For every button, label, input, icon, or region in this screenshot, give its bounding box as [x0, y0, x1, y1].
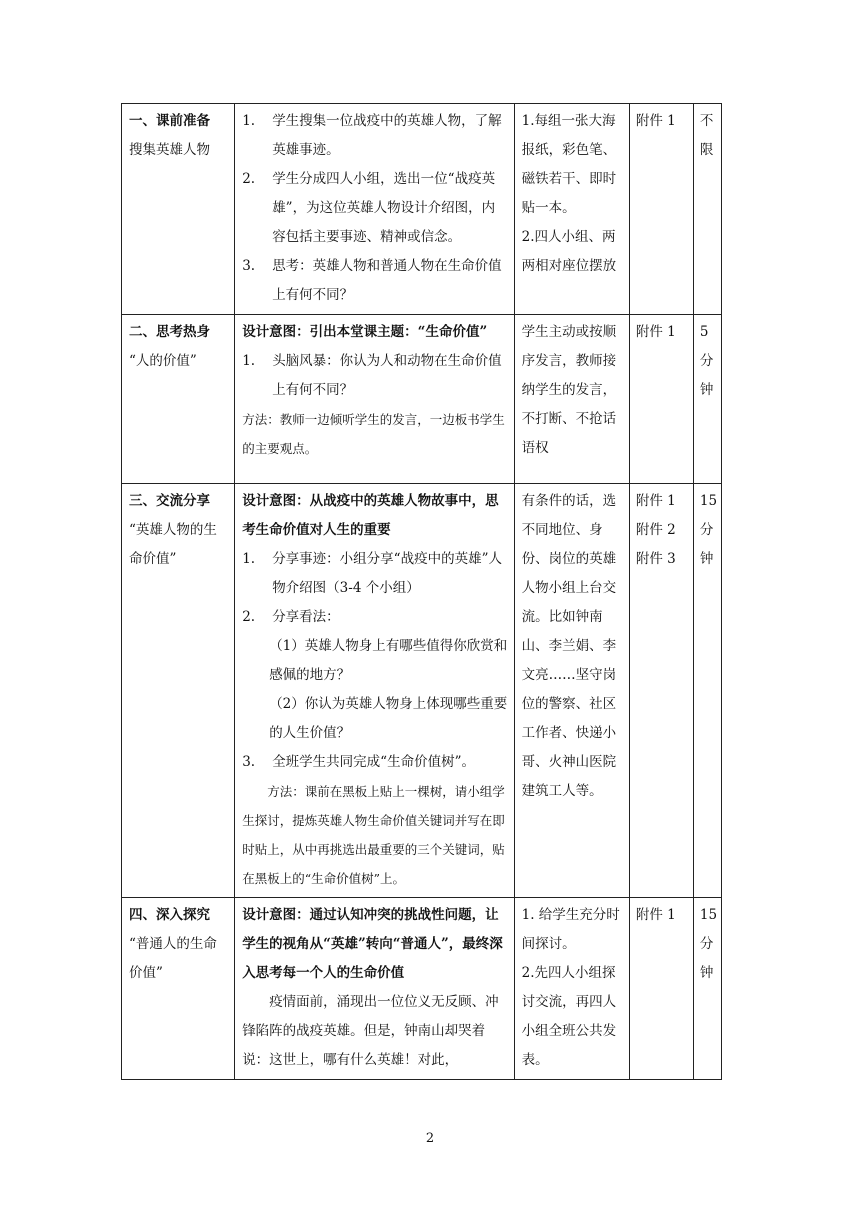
list-item: 2. 学生分成四人小组，选出一位“战疫英雄”，为这位英雄人物设计介绍图，内容包括主要事迹、精神或信念。: [242, 171, 496, 245]
content-cell: [235, 898, 514, 1080]
attachment-label: 附件 1: [635, 113, 676, 129]
sub-question: （1）英雄人物身上有哪些值得你欣赏和感佩的地方？: [269, 638, 508, 683]
time-cell: 15分钟: [693, 484, 721, 898]
method-text: 方法：课前在黑板上贴上一棵树，请小组学生探讨，提炼英雄人物生命价值关键词并写在即时贴上，从中再挑选出最重要的三个关键词，贴在黑板上的“生命价值树”上。: [242, 784, 505, 886]
stage-title: 二、思考热身: [129, 324, 210, 340]
time-cell: 5分钟: [693, 315, 721, 484]
time-cell: 15分钟: [693, 898, 721, 1080]
design-intent: 设计意图：引出本堂课主题：“生命价值”: [242, 324, 488, 340]
stage-title: 四、深入探究: [129, 907, 210, 923]
list-item: 3. 思考：英雄人物和普通人物在生命价值上有何不同？: [242, 258, 502, 303]
content-cell: [235, 315, 514, 484]
design-intent: 设计意图：通过认知冲突的挑战性问题，让学生的视角从“英雄”转向“普通人”，最终深入思考每一个人的生命价值: [242, 907, 503, 981]
attachment-label: 附件 1: [635, 907, 676, 923]
stage-activity: “人的价值”: [129, 353, 197, 369]
stage-title: 一、课前准备: [129, 113, 210, 129]
stage-cell: [122, 484, 235, 898]
attachment-cell: [629, 315, 693, 484]
list-item: 1. 头脑风暴：你认为人和动物在生命价值上有何不同？: [242, 353, 502, 398]
note-text: 2.四人小组、两两相对座位摆放: [521, 229, 617, 274]
attachment-cell: [629, 104, 693, 315]
attachment-label: 附件 1: [635, 324, 676, 340]
list-item: 3. 全班学生共同完成“生命价值树”。: [242, 754, 475, 770]
method-text: 方法：教师一边倾听学生的发言，一边板书学生的主要观点。: [242, 412, 505, 456]
design-intent: 设计意图：从战疫中的英雄人物故事中，思考生命价值对人生的重要: [242, 493, 499, 538]
attachment-cell: [629, 484, 693, 898]
list-item: 2. 分享看法：: [242, 609, 340, 625]
notes-cell: [514, 104, 629, 315]
content-cell: [235, 104, 514, 315]
stage-activity: “普通人的生命价值”: [129, 936, 217, 981]
attachment-label: 附件 2: [635, 522, 676, 538]
stage-title: 三、交流分享: [129, 493, 210, 509]
notes-cell: [514, 898, 629, 1080]
content-cell: [235, 484, 514, 898]
notes-cell: [514, 315, 629, 484]
lesson-plan-table: [121, 103, 722, 1080]
attachment-label: 附件 3: [635, 551, 676, 567]
list-item: 1. 学生搜集一位战疫中的英雄人物，了解英雄事迹。: [242, 113, 502, 158]
sub-question: （2）你认为英雄人物身上体现哪些重要的人生价值？: [269, 696, 508, 741]
note-text: 有条件的话，选不同地位、身份、岗位的英雄人物小组上台交流。比如钟南山、李兰娟、李文亮……坚守岗位的警察、社区工作者、快递小哥、火神山医院建筑工人等。: [521, 493, 617, 799]
stage-cell: [122, 898, 235, 1080]
stage-cell: [122, 104, 235, 315]
note-text: 1. 给学生充分时间探讨。: [521, 907, 620, 952]
stage-cell: [122, 315, 235, 484]
paragraph-text: 疫情面前，涌现出一位位义无反顾、冲锋陷阵的战疫英雄。但是，钟南山却哭着说：这世上，哪有什么英雄！对此，: [242, 994, 499, 1068]
stage-activity: “英雄人物的生命价值”: [129, 522, 217, 567]
stage-activity: 搜集英雄人物: [129, 142, 210, 158]
notes-cell: [514, 484, 629, 898]
time-cell: 不限: [693, 104, 721, 315]
table-row: [122, 484, 722, 898]
table-row: [122, 898, 722, 1080]
list-item: 1. 分享事迹：小组分享“战疫中的英雄”人物介绍图（3-4 个小组）: [242, 551, 502, 596]
attachment-cell: [629, 898, 693, 1080]
note-text: 2.先四人小组探讨交流，再四人小组全班公共发表。: [521, 965, 617, 1068]
page-number: 2: [425, 1131, 435, 1146]
note-text: 1.每组一张大海报纸，彩色笔、磁铁若干、即时贴一本。: [521, 113, 617, 216]
table-row: [122, 315, 722, 484]
attachment-label: 附件 1: [635, 493, 676, 509]
note-text: 学生主动或按顺序发言，教师接纳学生的发言，不打断、不抢话语权: [521, 324, 617, 456]
table-row: [122, 104, 722, 315]
